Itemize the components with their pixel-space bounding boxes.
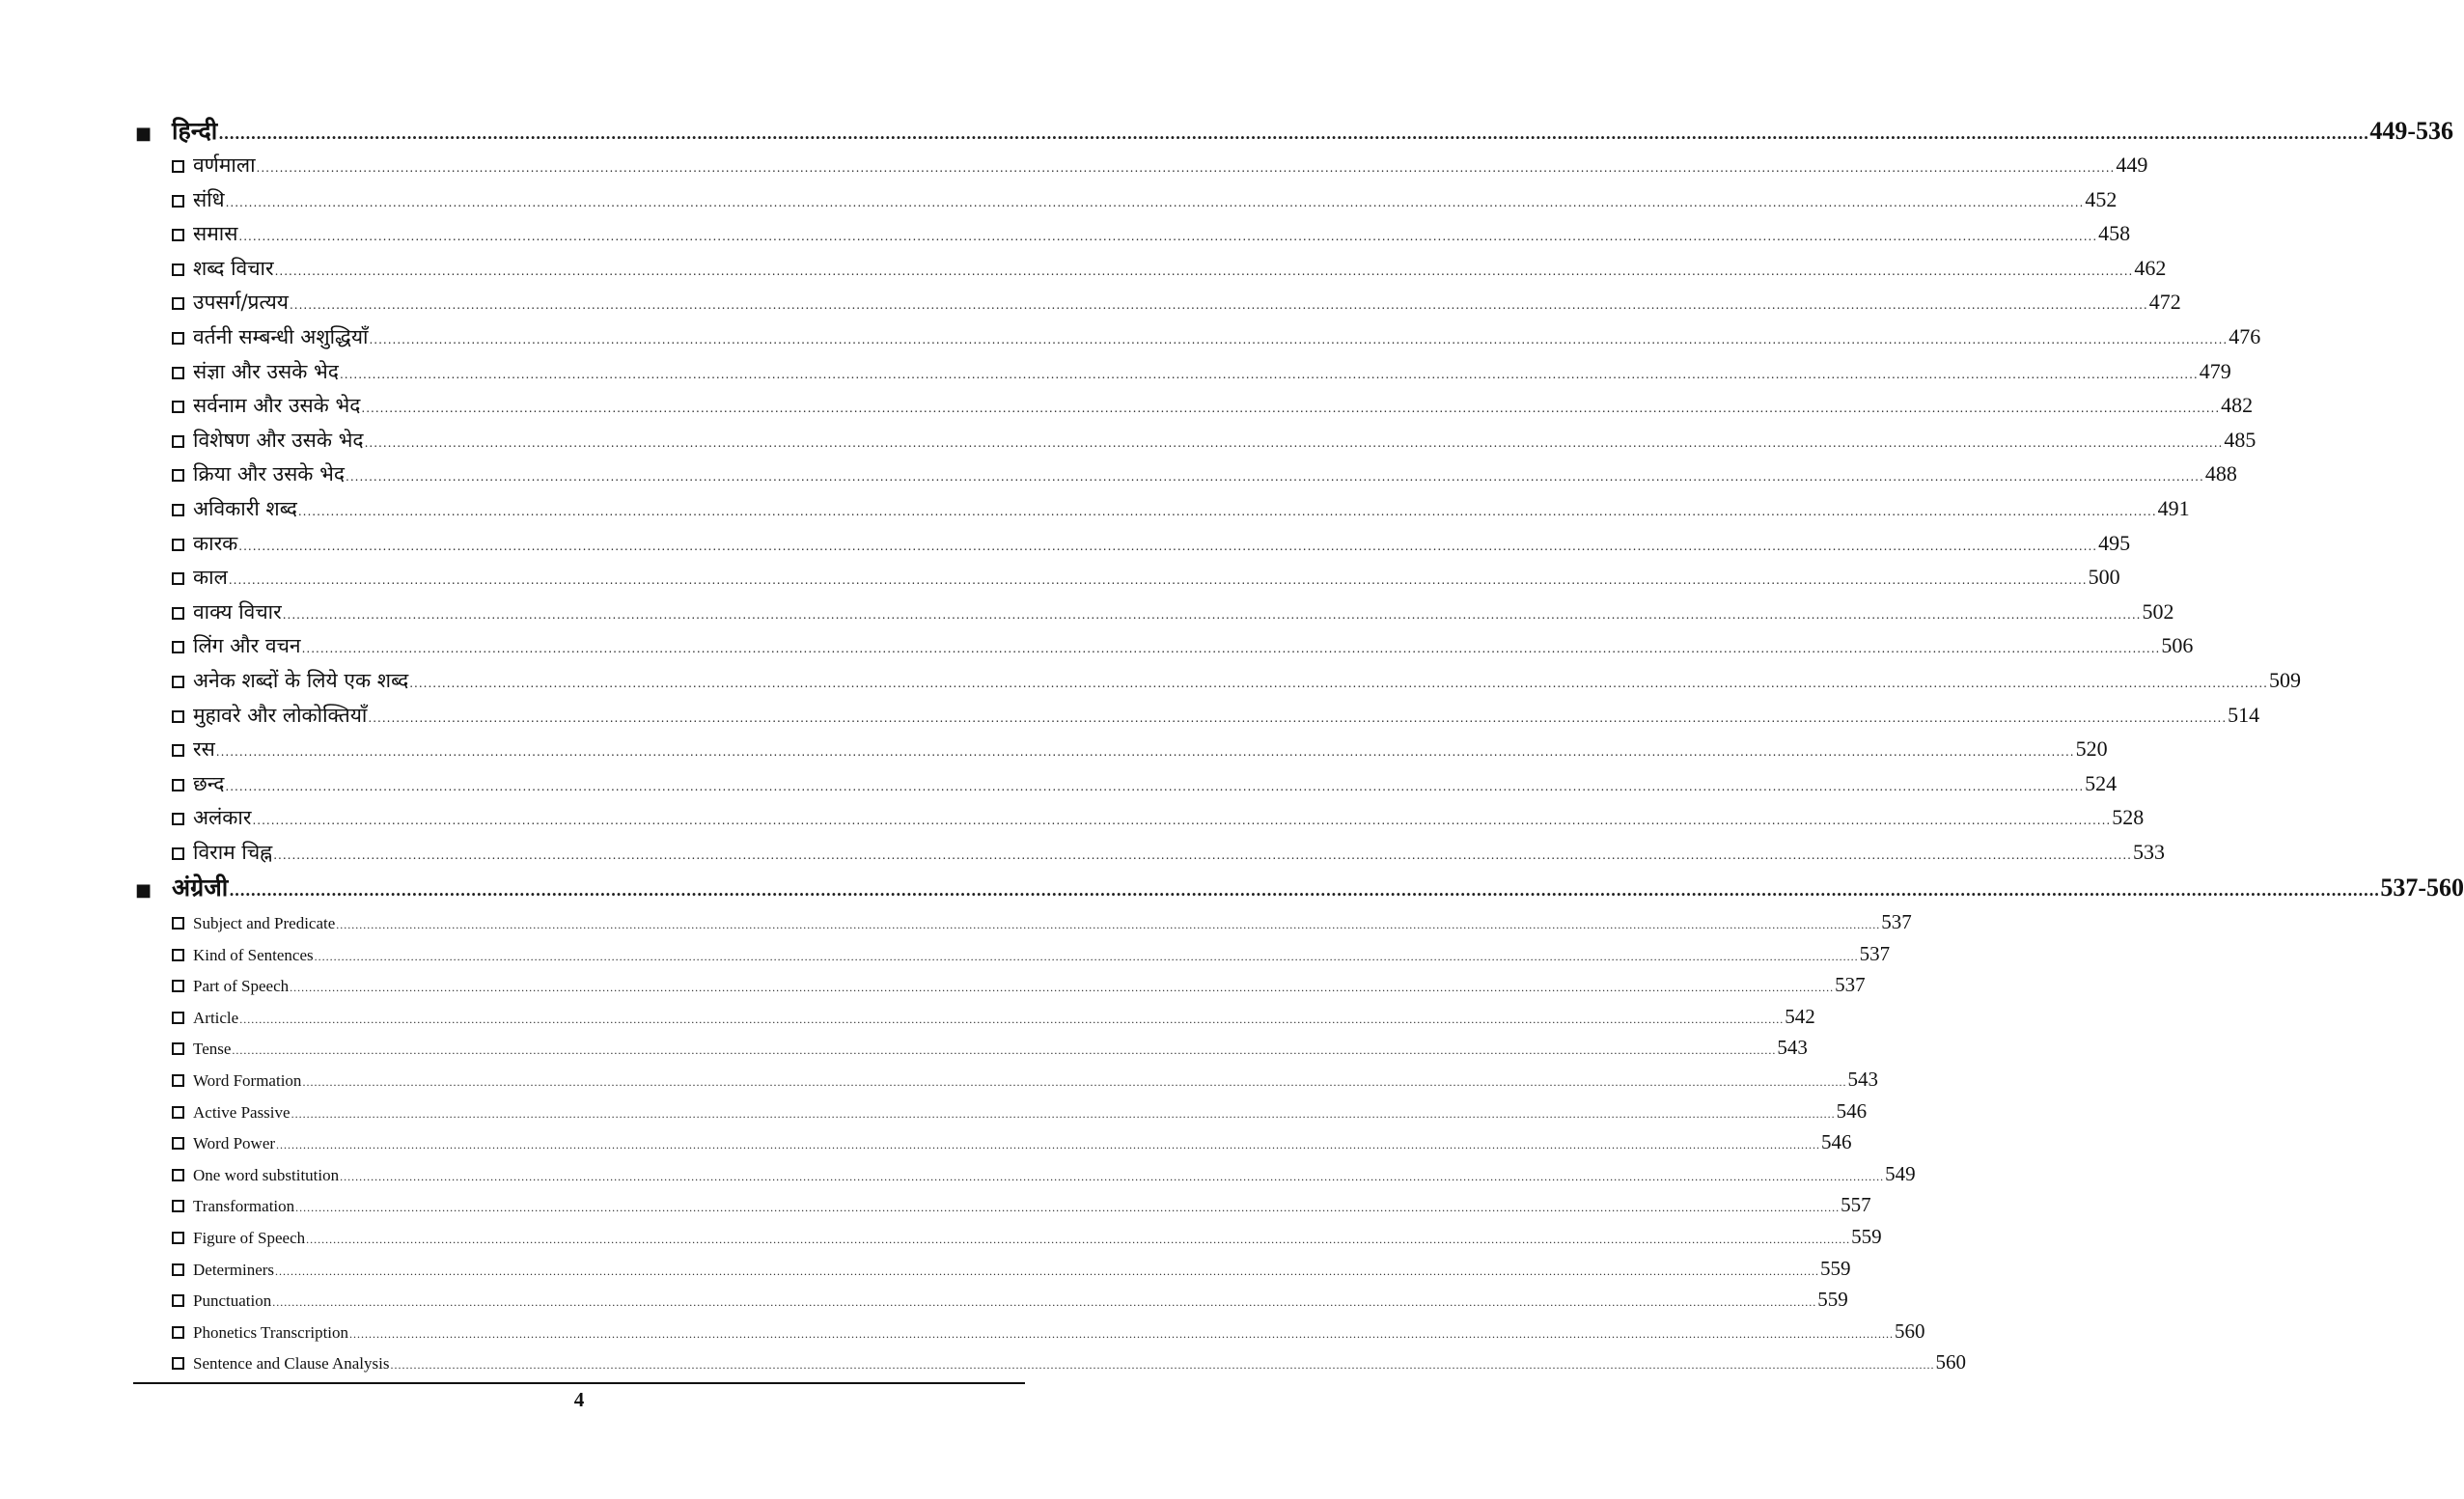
- toc-entry-page: 533: [2133, 840, 2165, 864]
- checkbox-bullet-icon: [172, 772, 193, 795]
- toc-entry: [172, 910, 1912, 942]
- toc-entry-label: विराम चिह्न: [193, 841, 273, 864]
- toc-entry-label: Kind of Sentences: [193, 945, 314, 964]
- toc-entry-label: Active Passive: [193, 1102, 291, 1122]
- toc-entry-label: Determiners: [193, 1260, 275, 1279]
- checkbox-bullet-icon: [172, 914, 193, 933]
- toc-entry: [172, 1350, 1966, 1382]
- dot-leader: ................................................................................................................................................................................................................................................................................................................................................................................................................: [364, 435, 2224, 450]
- section-heading: [135, 871, 2464, 905]
- dot-leader: ................................................................................................................................................................................................................................................................................................................................................................................................................: [238, 230, 2098, 244]
- toc-entry-label: अविकारी शब्द: [193, 497, 297, 520]
- toc-entry-label: Transformation: [193, 1197, 295, 1216]
- dot-leader: ................................................................................................................................................................................................................................................................................................................................................................................................................: [302, 1075, 1847, 1089]
- toc-entry: [172, 804, 2145, 839]
- checkbox-bullet-icon: [172, 737, 193, 761]
- checkbox-bullet-icon: [172, 188, 193, 211]
- toc-entry-label: विशेषण और उसके भेद: [193, 428, 364, 452]
- toc-entry-page: 458: [2098, 221, 2131, 246]
- toc-entry-label: Subject and Predicate: [193, 914, 336, 932]
- section-page-range: 449-536: [2369, 117, 2454, 145]
- toc-entry: [172, 530, 2131, 565]
- checkbox-bullet-icon: [172, 291, 193, 314]
- toc-entry: [172, 839, 2165, 874]
- toc-entry-page: 528: [2112, 805, 2145, 830]
- toc-entry: [172, 358, 2231, 393]
- checkbox-bullet-icon: [172, 532, 193, 555]
- checkbox-bullet-icon: [172, 462, 193, 486]
- toc-entry-page: 543: [1777, 1036, 1808, 1060]
- dot-leader: ................................................................................................................................................................................................................................................................................................................................................................................................................: [289, 298, 2148, 313]
- checkbox-bullet-icon: [172, 429, 193, 452]
- dot-leader: ................................................................................................................................................................................................................................................................................................................................................................................................................: [225, 195, 2085, 209]
- dot-leader: ................................................................................................................................................................................................................................................................................................................................................................................................................: [238, 539, 2098, 553]
- toc-entry: [172, 1225, 1882, 1257]
- toc-entry-label: Sentence and Clause Analysis: [193, 1354, 390, 1374]
- toc-entry-label: कारक: [193, 531, 238, 555]
- toc-entry-label: वर्तनी सम्बन्धी अशुद्धियाँ: [193, 325, 369, 348]
- toc-entry: [172, 941, 1891, 974]
- toc-entry-page: 559: [1820, 1256, 1851, 1280]
- dot-leader: ................................................................................................................................................................................................................................................................................................................................................................................................................: [339, 367, 2199, 381]
- toc-entry-page: 546: [1836, 1098, 1868, 1123]
- dot-leader: ................................................................................................................................................................................................................................................................................................................................................................................................................: [297, 505, 2157, 518]
- toc-entry: [172, 667, 2301, 702]
- checkbox-bullet-icon: [172, 257, 193, 280]
- checkbox-bullet-icon: [172, 669, 193, 692]
- dot-leader: ................................................................................................................................................................................................................................................................................................................................................................................................................: [291, 1106, 1836, 1121]
- toc-entry: [172, 564, 2120, 598]
- toc-entry: [172, 289, 2181, 323]
- toc-entry-label: Word Power: [193, 1134, 276, 1153]
- dot-leader: ................................................................................................................................................................................................................................................................................................................................................................................................................: [252, 814, 2112, 828]
- dot-leader: ................................................................................................................................................................................................................................................................................................................................................................................................................: [228, 573, 2088, 588]
- toc-entry: [172, 1288, 1848, 1319]
- checkbox-bullet-icon: [172, 806, 193, 829]
- toc-entry-page: 537: [1859, 941, 1891, 965]
- checkbox-bullet-icon: [172, 1134, 193, 1153]
- checkbox-bullet-icon: [172, 634, 193, 657]
- toc-entry-label: वर्णमाला: [193, 153, 256, 177]
- dot-leader: ................................................................................................................................................................................................................................................................................................................................................................................................................: [390, 1358, 1935, 1373]
- dot-leader: ................................................................................................................................................................................................................................................................................................................................................................................................................: [301, 642, 2161, 656]
- checkbox-bullet-icon: [172, 566, 193, 589]
- toc-entry: [172, 323, 2261, 358]
- toc-entry-label: समास: [193, 222, 238, 246]
- toc-entry-label: अनेक शब्दों के लिये एक शब्द: [193, 669, 409, 692]
- toc-entry-page: 520: [2075, 736, 2108, 762]
- toc-entry: [172, 973, 1866, 1005]
- checkbox-bullet-icon: [172, 325, 193, 348]
- toc-entry: [172, 220, 2131, 255]
- footer-rule: [133, 1382, 1025, 1384]
- dot-leader: ................................................................................................................................................................................................................................................................................................................................................................................................................: [314, 949, 1859, 963]
- toc-entry-page: 491: [2157, 496, 2190, 520]
- toc-entry-label: Punctuation: [193, 1291, 272, 1311]
- toc-entry-page: 506: [2161, 633, 2194, 658]
- toc-entry: [172, 702, 2260, 736]
- toc-entry: [172, 1193, 1871, 1225]
- dot-leader: ................................................................................................................................................................................................................................................................................................................................................................................................................: [306, 1233, 1851, 1246]
- dot-leader: ................................................................................................................................................................................................................................................................................................................................................................................................................: [336, 918, 1881, 931]
- toc-entry: [172, 1036, 1808, 1068]
- toc-entry: [172, 460, 2237, 495]
- toc-entry-label: Part of Speech: [193, 977, 290, 996]
- dot-leader: ................................................................................................................................................................................................................................................................................................................................................................................................................: [218, 125, 2369, 143]
- checkbox-bullet-icon: [172, 497, 193, 520]
- toc-entry-page: 559: [1817, 1288, 1848, 1312]
- toc-entry: [172, 255, 2167, 290]
- dot-leader: ................................................................................................................................................................................................................................................................................................................................................................................................................: [276, 1138, 1821, 1152]
- checkbox-bullet-icon: [172, 1291, 193, 1311]
- section-title: हिन्दी: [172, 117, 218, 145]
- toc-entry-page: 509: [2269, 668, 2301, 692]
- checkbox-bullet-icon: [172, 1103, 193, 1123]
- toc-entry-page: 560: [1935, 1350, 1966, 1374]
- toc-entry-label: Tense: [193, 1040, 232, 1059]
- toc-entry: [172, 1068, 1878, 1099]
- toc-entry: [172, 152, 2148, 186]
- checkbox-bullet-icon: [172, 222, 193, 245]
- dot-leader: ................................................................................................................................................................................................................................................................................................................................................................................................................: [295, 1201, 1841, 1215]
- toc-entry: [172, 1098, 1868, 1131]
- toc-entry-page: 449: [2116, 153, 2148, 177]
- toc-entry-label: Word Formation: [193, 1071, 302, 1090]
- page-number: 4: [573, 1388, 585, 1411]
- dot-leader: ................................................................................................................................................................................................................................................................................................................................................................................................................: [239, 1012, 1785, 1026]
- toc-entry-page: 462: [2134, 255, 2167, 280]
- toc-entry-page: 500: [2088, 565, 2120, 590]
- checkbox-bullet-icon: [172, 946, 193, 965]
- toc-entry-page: 476: [2229, 324, 2261, 348]
- toc-entry: [172, 1256, 1851, 1289]
- toc-entry: [172, 1319, 1925, 1351]
- checkbox-bullet-icon: [172, 1040, 193, 1059]
- checkbox-bullet-icon: [172, 600, 193, 624]
- dot-leader: ................................................................................................................................................................................................................................................................................................................................................................................................................: [215, 745, 2075, 760]
- toc-entry: [172, 1130, 1852, 1162]
- toc-entry: [172, 427, 2256, 461]
- dot-leader: ................................................................................................................................................................................................................................................................................................................................................................................................................: [225, 779, 2085, 793]
- toc-entry: [172, 736, 2108, 770]
- toc-entry-label: Figure of Speech: [193, 1229, 306, 1247]
- toc-entry-page: 557: [1841, 1193, 1871, 1217]
- checkbox-bullet-icon: [172, 1071, 193, 1091]
- dot-leader: ................................................................................................................................................................................................................................................................................................................................................................................................................: [349, 1326, 1895, 1341]
- toc-entry-page: 537: [1881, 910, 1912, 933]
- dot-leader: ................................................................................................................................................................................................................................................................................................................................................................................................................: [290, 981, 1835, 995]
- toc-entry-page: 482: [2221, 393, 2254, 418]
- toc-entry-label: Phonetics Transcription: [193, 1322, 349, 1342]
- dot-leader: ................................................................................................................................................................................................................................................................................................................................................................................................................: [232, 1043, 1777, 1058]
- toc-entry-label: उपसर्ग/प्रत्यय: [193, 291, 289, 315]
- toc-entry: [172, 1161, 1916, 1194]
- toc-entry: [172, 392, 2254, 427]
- toc-entry-page: 559: [1851, 1225, 1882, 1248]
- toc-entry: [172, 495, 2190, 530]
- toc-entry-label: लिंग और वचन: [193, 634, 301, 658]
- section-heading: [135, 114, 2454, 149]
- toc-entry-page: 549: [1885, 1161, 1916, 1185]
- checkbox-bullet-icon: [172, 841, 193, 864]
- dot-leader: ................................................................................................................................................................................................................................................................................................................................................................................................................: [256, 161, 2116, 175]
- toc-entry-page: 514: [2228, 702, 2260, 727]
- toc-entry-label: अलंकार: [193, 806, 252, 830]
- checkbox-bullet-icon: [172, 1323, 193, 1343]
- toc-entry-label: क्रिया और उसके भेद: [193, 462, 346, 486]
- toc-entry-label: सर्वनाम और उसके भेद: [193, 394, 361, 418]
- toc-entry-label: काल: [193, 566, 228, 590]
- dot-leader: ................................................................................................................................................................................................................................................................................................................................................................................................................: [409, 677, 2268, 690]
- toc-entry-page: 495: [2098, 530, 2131, 555]
- checkbox-bullet-icon: [172, 1354, 193, 1374]
- dot-leader: ................................................................................................................................................................................................................................................................................................................................................................................................................: [369, 333, 2229, 347]
- toc-entry-label: छन्द: [193, 771, 225, 795]
- toc-entry-page: 546: [1821, 1130, 1852, 1154]
- square-bullet-icon: ■: [135, 124, 152, 144]
- toc-entry-page: 560: [1895, 1319, 1925, 1343]
- checkbox-bullet-icon: [172, 1166, 193, 1185]
- toc-entry-page: 472: [2148, 290, 2181, 315]
- dot-leader: ................................................................................................................................................................................................................................................................................................................................................................................................................: [274, 264, 2134, 278]
- toc-entry-page: 488: [2204, 461, 2237, 486]
- dot-leader: ................................................................................................................................................................................................................................................................................................................................................................................................................: [282, 607, 2142, 622]
- toc-entry-page: 524: [2085, 770, 2118, 795]
- checkbox-bullet-icon: [172, 977, 193, 996]
- checkbox-bullet-icon: [172, 360, 193, 383]
- toc-entry-label: संधि: [193, 187, 225, 211]
- checkbox-bullet-icon: [172, 1009, 193, 1028]
- dot-leader: ................................................................................................................................................................................................................................................................................................................................................................................................................: [229, 881, 2380, 900]
- section-title: अंग्रेजी: [172, 874, 229, 902]
- checkbox-bullet-icon: [172, 1229, 193, 1248]
- dot-leader: ................................................................................................................................................................................................................................................................................................................................................................................................................: [272, 1295, 1817, 1310]
- toc-entry: [172, 1004, 1815, 1037]
- toc-entry-label: वाक्य विचार: [193, 599, 282, 624]
- toc-entry-label: मुहावरे और लोकोक्तियाँ: [193, 703, 368, 727]
- toc-entry-page: 542: [1785, 1004, 1815, 1028]
- dot-leader: ................................................................................................................................................................................................................................................................................................................................................................................................................: [346, 470, 2204, 485]
- checkbox-bullet-icon: [172, 704, 193, 727]
- toc-entry-label: Article: [193, 1008, 239, 1027]
- toc-entry: [172, 770, 2118, 805]
- toc-entry-label: One word substitution: [193, 1165, 340, 1184]
- square-bullet-icon: ■: [135, 880, 152, 901]
- toc-entry: [172, 186, 2118, 221]
- toc-entry: [172, 632, 2194, 667]
- toc-entry-page: 479: [2199, 358, 2231, 383]
- toc-entry-label: संज्ञा और उसके भेद: [193, 359, 339, 383]
- toc-entry: [172, 598, 2174, 633]
- dot-leader: ................................................................................................................................................................................................................................................................................................................................................................................................................: [361, 402, 2221, 416]
- checkbox-bullet-icon: [172, 1197, 193, 1216]
- toc-entry-page: 537: [1835, 973, 1866, 997]
- section-page-range: 537-560: [2380, 874, 2464, 902]
- toc-entry-page: 502: [2142, 598, 2174, 624]
- dot-leader: ................................................................................................................................................................................................................................................................................................................................................................................................................: [368, 710, 2228, 725]
- dot-leader: ................................................................................................................................................................................................................................................................................................................................................................................................................: [275, 1263, 1820, 1278]
- toc-entry-label: शब्द विचार: [193, 256, 274, 280]
- checkbox-bullet-icon: [172, 1261, 193, 1280]
- checkbox-bullet-icon: [172, 153, 193, 177]
- dot-leader: ................................................................................................................................................................................................................................................................................................................................................................................................................: [273, 848, 2132, 862]
- toc-entry-label: रस: [193, 737, 215, 762]
- checkbox-bullet-icon: [172, 394, 193, 417]
- dot-leader: ................................................................................................................................................................................................................................................................................................................................................................................................................: [340, 1169, 1885, 1183]
- toc-entry-page: 485: [2224, 427, 2256, 452]
- toc-entry-page: 452: [2085, 186, 2118, 211]
- toc-entry-page: 543: [1847, 1068, 1878, 1091]
